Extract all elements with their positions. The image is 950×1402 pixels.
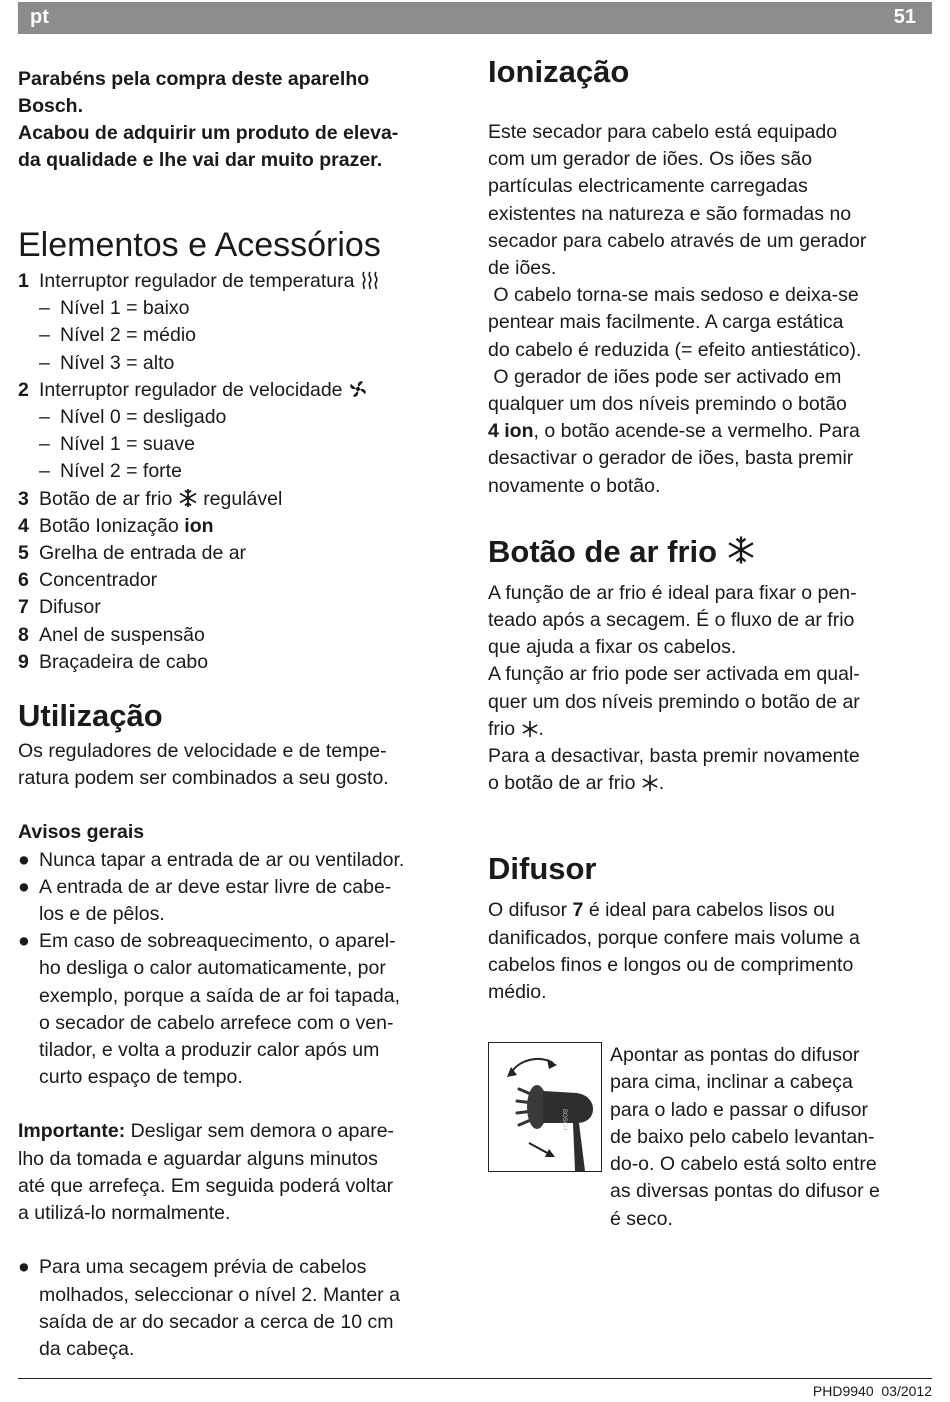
elements-title: Elementos e Acessórios [18, 226, 381, 264]
difusor-text: O difusor 7 é ideal para cabelos lisos ou danificados, porque confere mais volume a cabelos finos e longos ou de comprimento médio. [488, 899, 860, 1004]
importante-section: Importante: Desligar sem demora o apare- lho da tomada e aguardar alguns minutos até que arrefeça. Em seguida poderá voltar a utilizá-lo normalmente. [18, 1120, 395, 1225]
list-subitem: – Nível 2 = forte [39, 460, 182, 483]
list-subitem: – Nível 2 = médio [39, 324, 197, 347]
importante-label: Importante: [18, 1120, 126, 1143]
secagem-bullet: ● Para uma secagem prévia de cabelos molhados, seleccionar o nível 2. Manter a saída de ar do secador a cerca de 10 cm da cabeça. [18, 1256, 400, 1360]
list-item: 9 Braçadeira de cabo [18, 650, 209, 673]
snowflake-icon [641, 774, 659, 792]
model-number: PHD9940 [812, 1383, 874, 1399]
utilizacao-title: Utilização [18, 698, 163, 734]
snowflake-icon [178, 488, 198, 508]
list-item: 4 Botão Ionização ion [18, 514, 214, 537]
bullet-item: ● Em caso de sobreaquecimento, o aparel- ho desliga o calor automaticamente, por exemplo, porque a saída de ar foi tapada, o secador de cabelo arrefece com o ven- tilador, e volta a produzir calor após um curto espaço de tempo. [18, 930, 400, 1089]
list-subitem: – Nível 3 = alto [39, 351, 175, 374]
bullet-item: ● Nunca tapar a entrada de ar ou ventilador. [18, 848, 405, 871]
list-subitem: – Nível 0 = desligado [39, 406, 227, 429]
difusor-figure-block [488, 1042, 928, 1232]
list-item: 7 Difusor [18, 596, 101, 619]
page-number: 51 [893, 6, 916, 28]
right-column [488, 52, 928, 1233]
page-header [18, 2, 932, 34]
list-item: 5 Grelha de entrada de ar [18, 542, 247, 565]
list-item: 6 Concentrador [18, 569, 158, 592]
difusor-instructions: Apontar as pontas do difusor para cima, inclinar a cabeça para o lado e passar o difusor de baixo pelo cabelo levantan- do-o. O cabelo está solto entre as diversas pontas do difusor e é seco. [610, 1044, 880, 1230]
language-label: pt [30, 6, 49, 28]
snowflake-icon [521, 720, 539, 738]
list-subitem: – Nível 1 = baixo [39, 297, 190, 320]
avisos-section [18, 819, 468, 1091]
footer-divider [18, 1378, 932, 1379]
ionizacao-title: Ionização [488, 54, 630, 89]
left-column [18, 50, 468, 1363]
difusor-title: Difusor [488, 851, 597, 887]
intro-text: Parabéns pela compra deste aparelho Bosch. Acabou de adquirir um produto de eleva- da qualidade e lhe vai dar muito prazer. [18, 68, 399, 171]
utilizacao-text: Os reguladores de velocidade e de tempe- ratura podem ser combinados a seu gosto. [18, 740, 389, 790]
arfrio-text: A função de ar frio é ideal para fixar o pen- teado após a secagem. É o fluxo de ar frio que ajuda a fixar os cabelos. A função ar frio pode ser activada em qual- quer um dos níveis premindo o botão de ar frio . Para a desactivar, basta premir novamente o botão de ar frio . [488, 581, 860, 795]
list-item: 3 Botão de ar frio regulável [18, 487, 283, 510]
elements-list [18, 268, 468, 676]
bullet-item: ● A entrada de ar deve estar livre de cabe- los e de pêlos. [18, 875, 392, 926]
fan-icon [348, 379, 368, 399]
list-item: 2 Interruptor regulador de velocidade [18, 377, 468, 404]
list-item: 8 Anel de suspensão [18, 623, 205, 646]
hair-dryer-diffuser-illustration [488, 1042, 602, 1172]
print-date: 03/2012 [881, 1383, 932, 1399]
list-subitem: – Nível 1 = suave [39, 433, 195, 456]
brand-label: BOSCH [561, 1109, 567, 1131]
list-item: 1 Interruptor regulador de temperatura [18, 268, 468, 295]
avisos-title: Avisos gerais [18, 821, 145, 844]
heat-waves-icon [360, 270, 380, 290]
snowflake-icon [726, 535, 756, 565]
page-footer [813, 1383, 932, 1399]
ionizacao-text: Este secador para cabelo está equipado com um gerador de iões. Os iões são partículas electricamente carregadas existentes na natureza e são formadas no secador para cabelo através de um gerador de iões. O cabelo torna-se mais sedoso e deixa-se pentear mais facilmente. A carga estática do cabelo é reduzida (= efeito antiestático). O gerador de iões pode ser activado em qualquer um dos níveis premindo o botão 4 ion, o botão acende-se a vermelho. Para desactivar o gerador de iões, basta premir novamente o botão. [488, 121, 867, 497]
arfrio-title: Botão de ar frio [488, 532, 928, 572]
